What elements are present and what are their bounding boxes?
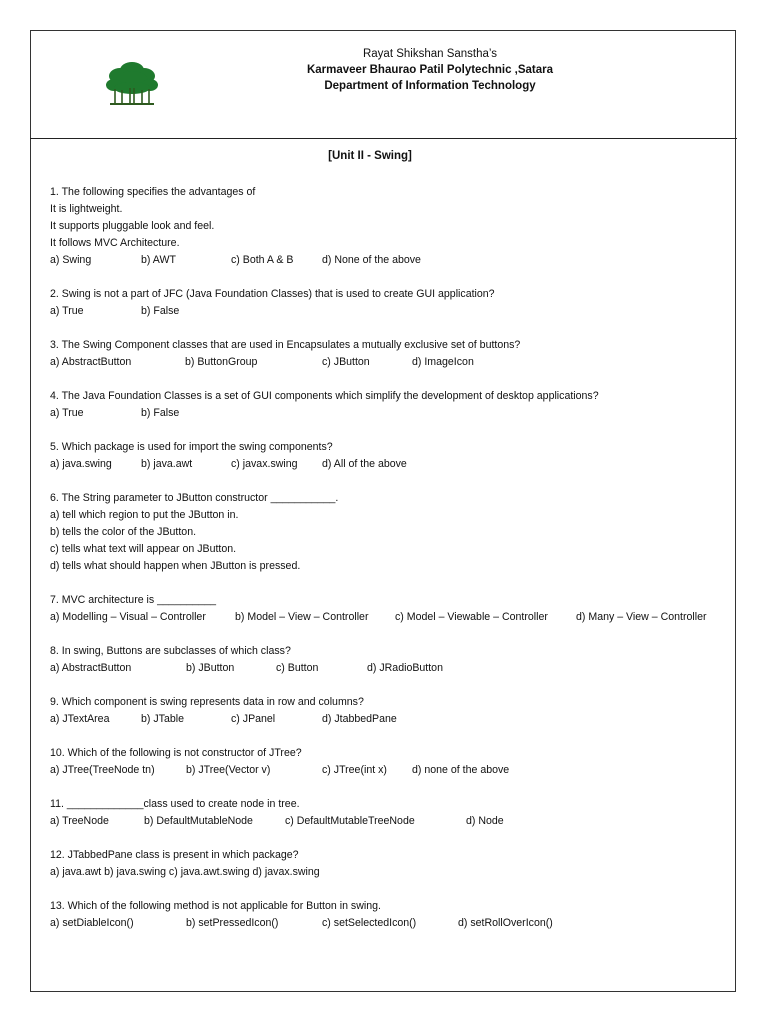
option-d: d) Node xyxy=(466,815,504,827)
question-3 xyxy=(50,337,520,371)
options-row xyxy=(50,456,407,473)
question-text: 2. Swing is not a part of JFC (Java Foundation Classes) that is used to create GUI application? xyxy=(50,288,495,300)
option-b: b) DefaultMutableNode xyxy=(144,815,253,827)
option-a: a) True xyxy=(50,305,84,317)
option-d: d) setRollOverIcon() xyxy=(458,917,553,929)
option-c: c) javax.swing xyxy=(231,458,298,470)
institute-name: Karmaveer Bhaurao Patil Polytechnic ,Satara xyxy=(306,64,554,76)
option-a: a) AbstractButton xyxy=(50,356,132,368)
option-d: d) ImageIcon xyxy=(412,356,474,368)
option-b: b) setPressedIcon() xyxy=(186,917,279,929)
options-row xyxy=(50,711,397,728)
option-d: d) none of the above xyxy=(412,764,510,776)
question-8 xyxy=(50,643,443,677)
option-d: d) JtabbedPane xyxy=(322,713,397,725)
option-a: a) Swing xyxy=(50,254,92,266)
question-7 xyxy=(50,592,707,626)
option-a: a) AbstractButton xyxy=(50,662,132,674)
options-row xyxy=(50,354,520,371)
option-a: a) java.swing xyxy=(50,458,112,470)
question-10 xyxy=(50,745,510,779)
question-12 xyxy=(50,847,320,881)
question-line: a) java.awt b) java.swing c) java.awt.swing d) javax.swing xyxy=(50,866,320,878)
banyan-tree-logo-icon xyxy=(104,58,160,108)
options-row xyxy=(50,813,504,830)
options-row xyxy=(50,915,553,932)
option-b: b) java.awt xyxy=(141,458,193,470)
question-text: 7. MVC architecture is __________ xyxy=(50,594,217,606)
question-text: 4. The Java Foundation Classes is a set of GUI components which simplify the development of desktop applications? xyxy=(50,390,599,402)
option-d: d) None of the above xyxy=(322,254,421,266)
question-text: 5. Which package is used for import the swing components? xyxy=(50,441,333,453)
option-d: d) JRadioButton xyxy=(367,662,443,674)
question-13 xyxy=(50,898,553,932)
question-11 xyxy=(50,796,504,830)
option-c: c) DefaultMutableTreeNode xyxy=(285,815,415,827)
option-c: c) JTree(int x) xyxy=(322,764,387,776)
option-d: d) Many – View – Controller xyxy=(576,611,707,623)
question-5 xyxy=(50,439,407,473)
question-text: 9. Which component is swing represents data in row and columns? xyxy=(50,696,364,708)
question-1 xyxy=(50,184,421,269)
options-row xyxy=(50,660,443,677)
option-a: a) JTextArea xyxy=(50,713,110,725)
options-row xyxy=(50,762,510,779)
option-b: b) ButtonGroup xyxy=(185,356,258,368)
option-b: b) JButton xyxy=(186,662,235,674)
question-6 xyxy=(50,490,338,575)
option-a: a) TreeNode xyxy=(50,815,109,827)
option-c: c) Model – Viewable – Controller xyxy=(395,611,548,623)
options-row xyxy=(50,303,495,320)
question-text: 3. The Swing Component classes that are used in Encapsulates a mutually exclusive set of buttons? xyxy=(50,339,521,351)
question-line: It follows MVC Architecture. xyxy=(50,237,180,249)
question-text: 1. The following specifies the advantages of xyxy=(50,186,256,198)
option-c: c) Button xyxy=(276,662,319,674)
question-line: It supports pluggable look and feel. xyxy=(50,220,215,232)
question-text: 13. Which of the following method is not applicable for Button in swing. xyxy=(50,900,381,912)
option-c: c) JButton xyxy=(322,356,370,368)
option-d: d) All of the above xyxy=(322,458,407,470)
trust-name: Rayat Shikshan Sanstha’s xyxy=(362,48,498,60)
question-line: c) tells what text will appear on JButton. xyxy=(50,543,237,555)
question-9 xyxy=(50,694,397,728)
options-row xyxy=(50,252,421,269)
unit-title: [Unit II - Swing] xyxy=(328,150,412,162)
option-c: c) JPanel xyxy=(231,713,276,725)
options-row xyxy=(50,405,599,422)
option-b: b) JTree(Vector v) xyxy=(186,764,271,776)
question-text: 10. Which of the following is not constructor of JTree? xyxy=(50,747,302,759)
question-text: 12. JTabbedPane class is present in which package? xyxy=(50,849,299,861)
question-line: d) tells what should happen when JButton is pressed. xyxy=(50,560,301,572)
option-a: a) JTree(TreeNode tn) xyxy=(50,764,155,776)
option-a: a) True xyxy=(50,407,84,419)
department-name: Department of Information Technology xyxy=(324,80,536,92)
option-b: b) AWT xyxy=(141,254,176,266)
option-a: a) setDiableIcon() xyxy=(50,917,134,929)
question-text: 8. In swing, Buttons are subclasses of which class? xyxy=(50,645,291,657)
option-b: b) False xyxy=(141,407,180,419)
question-text: 11. _____________class used to create node in tree. xyxy=(50,798,300,810)
option-b: b) Model – View – Controller xyxy=(235,611,369,623)
options-row xyxy=(50,609,707,626)
question-4 xyxy=(50,388,599,422)
question-line: b) tells the color of the JButton. xyxy=(50,526,197,538)
question-line: a) tell which region to put the JButton in. xyxy=(50,509,239,521)
question-2 xyxy=(50,286,495,320)
option-c: c) Both A & B xyxy=(231,254,294,266)
question-line: It is lightweight. xyxy=(50,203,123,215)
option-b: b) False xyxy=(141,305,180,317)
option-b: b) JTable xyxy=(141,713,184,725)
header-divider xyxy=(30,138,737,139)
option-c: c) setSelectedIcon() xyxy=(322,917,417,929)
question-text: 6. The String parameter to JButton constructor ___________. xyxy=(50,492,339,504)
option-a: a) Modelling – Visual – Controller xyxy=(50,611,206,623)
